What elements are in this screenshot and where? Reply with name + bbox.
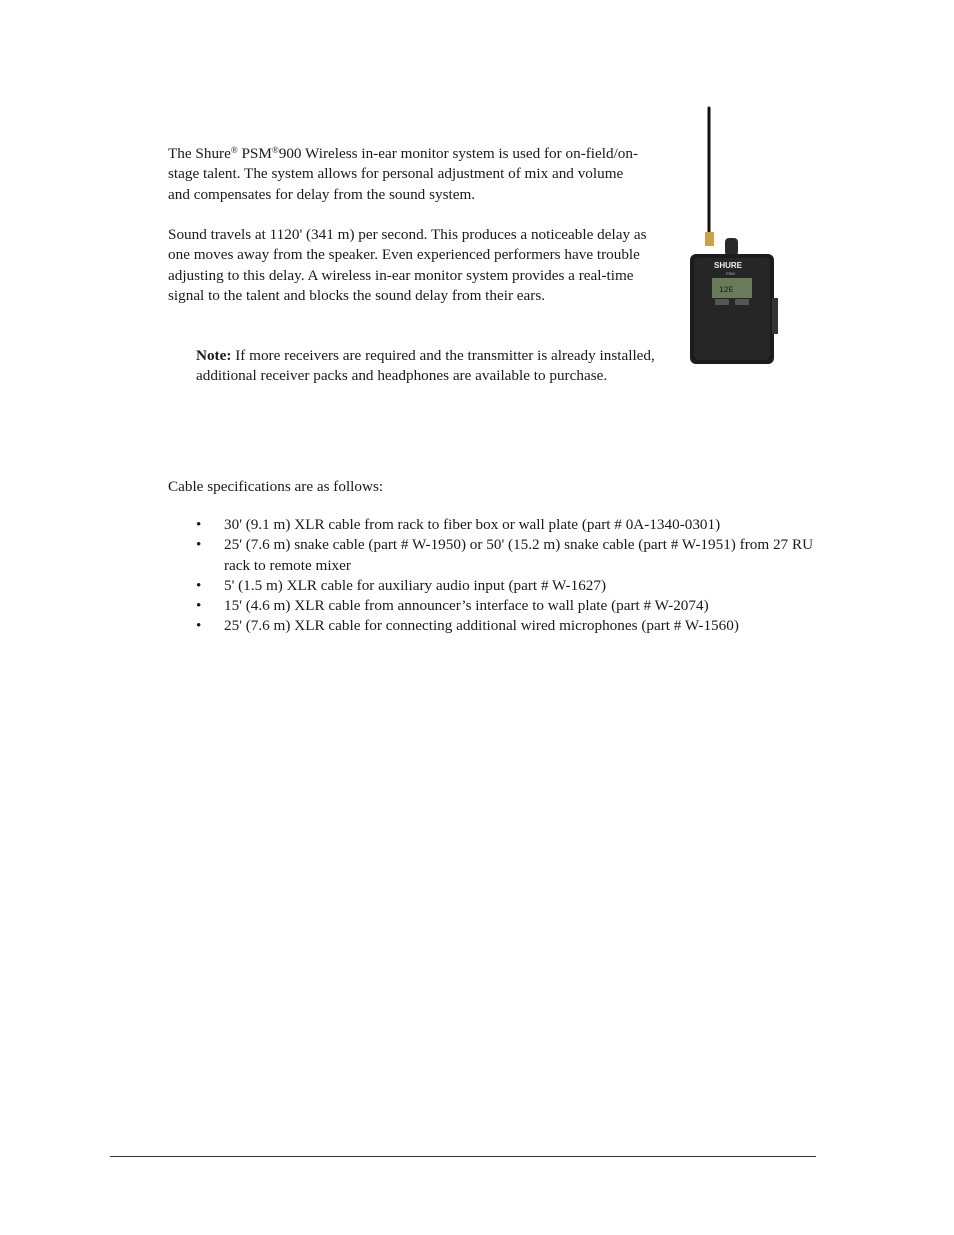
bullet-icon: •	[196, 516, 202, 533]
list-item-text: 15' (4.6 m) XLR cable from announcer’s interface to wall plate (part # W-2074)	[224, 597, 709, 615]
list-item-text: 5' (1.5 m) XLR cable for auxiliary audio input (part # W-1627)	[224, 576, 607, 594]
sound-delay-paragraph: Sound travels at 1120' (341 m) per second. This produces a noticeable delay as one moves away from the speaker. Even experienced performers have trouble adjusting to this delay. A wireless in-ear monitor system provides a real-time signal to the talent and blocks the sound delay from their ears.	[168, 226, 647, 304]
note-paragraph	[196, 346, 666, 387]
list-item-text: 30' (9.1 m) XLR cable from rack to fiber box or wall plate (part # 0A-1340-0301)	[224, 516, 721, 533]
list-item	[196, 596, 816, 616]
antenna-connector-icon	[705, 232, 714, 246]
display-readout: 12E	[719, 286, 734, 295]
bodypack-receiver-image	[668, 100, 793, 370]
list-item	[196, 616, 816, 636]
intro-text-1: The Shure	[168, 145, 231, 162]
bullet-icon: •	[196, 617, 202, 635]
bullet-icon: •	[196, 536, 202, 554]
intro-text-2: PSM	[237, 145, 272, 162]
registered-mark: ®	[230, 145, 238, 155]
list-item	[196, 515, 816, 535]
registered-mark: ®	[271, 145, 279, 155]
right-button-icon	[735, 299, 749, 305]
model-label: PSM	[726, 271, 735, 276]
bullet-icon: •	[196, 576, 202, 594]
receiver-illustration	[668, 100, 793, 370]
list-item-text: 25' (7.6 m) snake cable (part # W-1950) or 50' (15.2 m) snake cable (part # W-1951) from 27 RU rack to remote mixer	[224, 536, 814, 574]
brand-logo: SHURE	[714, 261, 743, 270]
list-item	[196, 535, 816, 576]
left-button-icon	[715, 299, 729, 305]
list-item-text: 25' (7.6 m) XLR cable for connecting additional wired microphones (part # W-1560)	[224, 617, 739, 635]
footer-rule	[110, 1156, 816, 1157]
cable-spec-intro: Cable specifications are as follows:	[168, 478, 384, 495]
note-label: Note:	[196, 347, 232, 364]
intro-paragraph	[168, 144, 648, 205]
bullet-icon: •	[196, 597, 202, 615]
note-text: If more receivers are required and the transmitter is already installed, additional receiver packs and headphones are available to purchase.	[196, 347, 655, 385]
volume-knob-icon	[725, 238, 738, 256]
list-item	[196, 576, 816, 596]
cable-spec-list	[196, 515, 816, 637]
intro-text-3: 900 Wireless in-ear monitor system is used for on-field/on-stage talent. The system allows for personal adjustment of mix and volume and compensates for delay from the sound system.	[168, 145, 639, 203]
